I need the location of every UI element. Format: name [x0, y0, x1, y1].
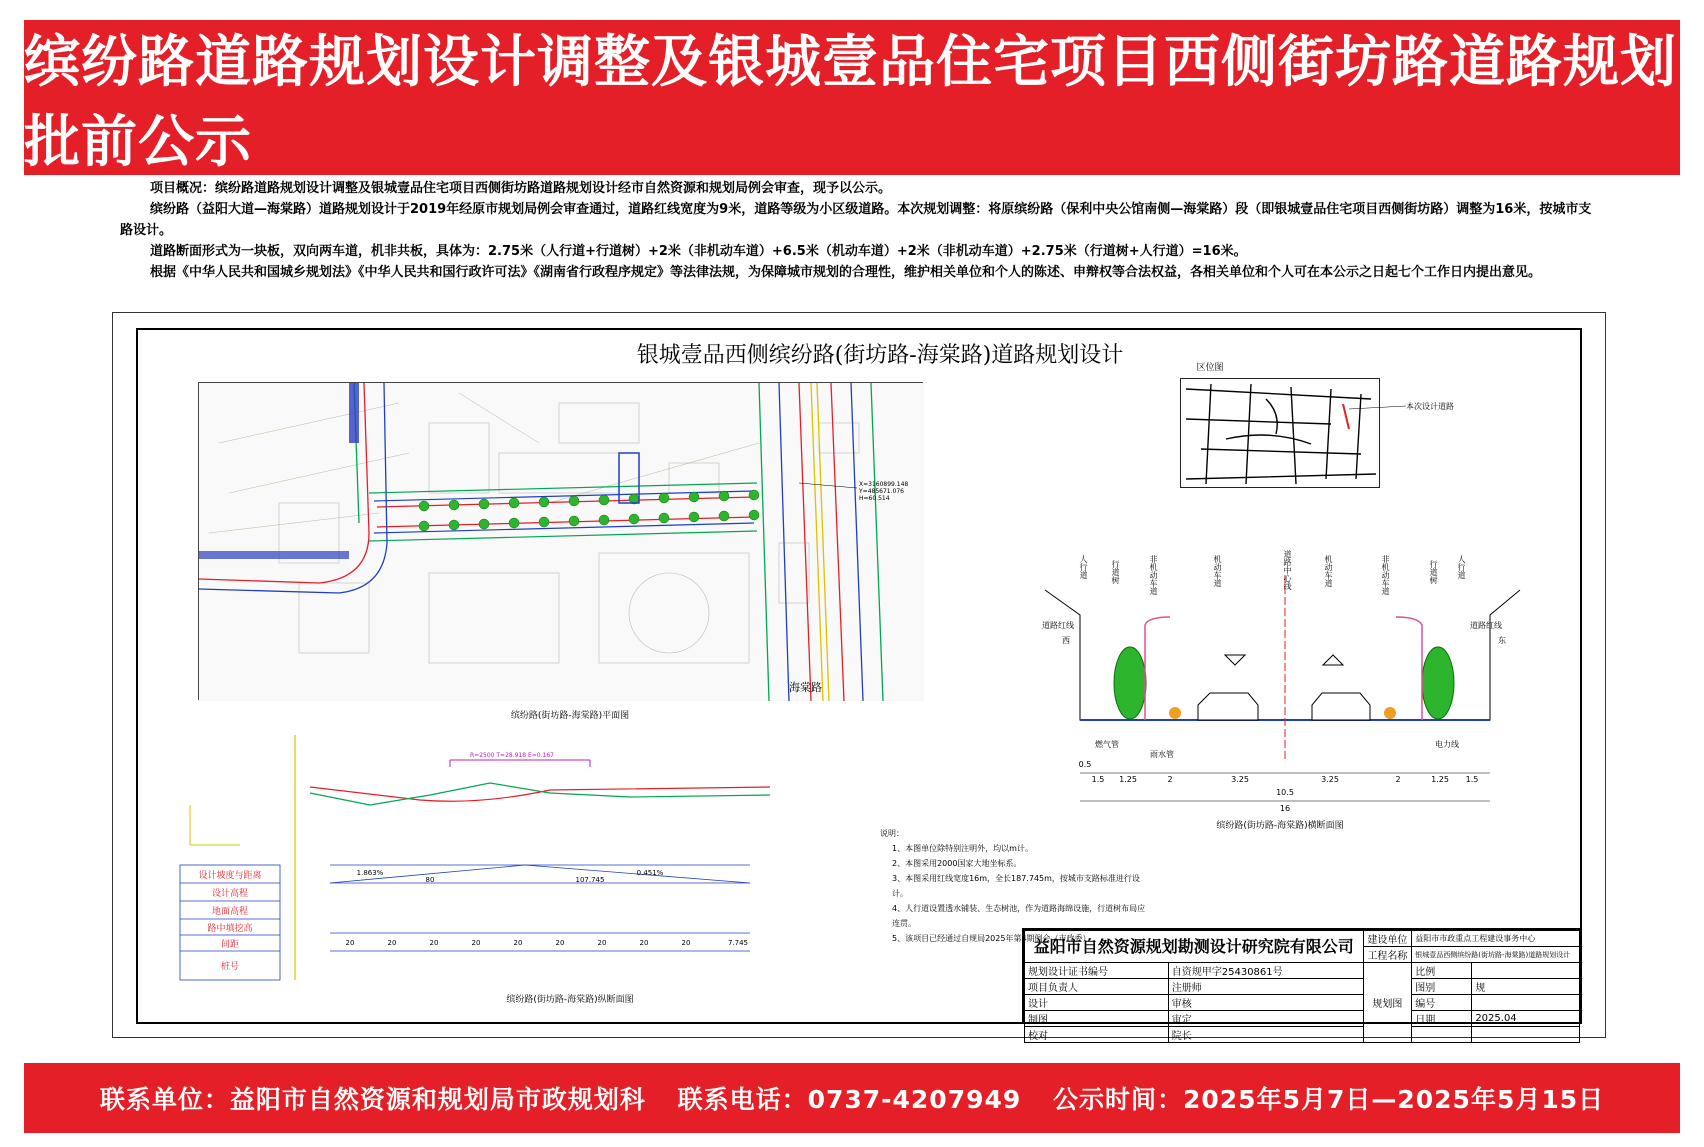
date-label: 日期 [1412, 1011, 1472, 1027]
west-label: 西 [1062, 636, 1070, 645]
project-label: 工程名称 [1363, 947, 1412, 963]
contact-phone: 联系电话：0737-4207949 [677, 1085, 1022, 1114]
publicity-period: 公示时间：2025年5月7日—2025年5月15日 [1053, 1085, 1605, 1114]
dim-label: 1.25 [1119, 775, 1137, 784]
intro-paragraph: 根据《中华人民共和国城乡规划法》《中华人民共和国行政许可法》《湖南省行政程序规定》等法律法规，为保障城市规划的合理性，维护相关单位和个人的陈述、申辩权等合法权益，各相关单位和个人可在本公示之日起七个工作日内提出意见。 [150, 265, 1542, 280]
project-name: 银城壹品西侧缤纷路(街坊路-海棠路)道路规划设计 [1412, 947, 1580, 963]
cert-number: 自资规甲字25430861号 [1168, 963, 1363, 979]
spacing-value: 20 [639, 939, 649, 947]
spacing-value: 20 [597, 939, 607, 947]
location-map [1180, 378, 1454, 488]
profile-row-label: 地面高程 [211, 907, 249, 917]
role-label: 校对 [1025, 1027, 1169, 1043]
role-label: 院长 [1168, 1027, 1363, 1043]
role-label: 注册师 [1168, 979, 1363, 995]
dim-total: 16 [1279, 804, 1291, 813]
role-label: 项目负责人 [1025, 979, 1169, 995]
top-banner [24, 20, 1680, 175]
dim-label: 3.25 [1231, 775, 1249, 784]
drawing-title: 银城壹品西侧缤纷路(街坊路-海棠路)道路规划设计 [636, 343, 1124, 368]
profile-row-label: 桩号 [220, 962, 240, 972]
pipe-label: 燃气管 [1095, 740, 1119, 749]
profile-row-label: 路中填挖高 [207, 924, 253, 934]
company-name: 益阳市自然资源规划勘测设计研究院有限公司 [1025, 931, 1364, 963]
date-value: 2025.04 [1472, 1011, 1580, 1027]
plan-view [198, 382, 923, 700]
car-icon [1198, 693, 1370, 720]
lane-label: 非机动车道 [1149, 555, 1158, 595]
lane-label: 非机动车道 [1381, 555, 1390, 595]
scale-value [1472, 963, 1580, 979]
intro-text [120, 178, 1600, 283]
curve-label: R=2500 T=28.918 E=0.167 [470, 752, 554, 759]
notes-title: 说明： [880, 829, 904, 838]
profile-row-label: 设计坡度与距离 [198, 871, 262, 881]
note-item: 2、本图采用2000国家大地坐标系。 [892, 859, 1022, 868]
dim-label: 0.5 [1078, 760, 1092, 769]
title-block [1022, 928, 1580, 1042]
category-label: 图别 [1412, 979, 1472, 995]
note-item: 3、本图采用红线宽度16m，全长187.745m，按城市支路标准进行设计。 [892, 874, 1140, 898]
red-line-label-left: 道路红线 [1042, 621, 1074, 630]
plan-caption: 缤纷路(街坊路-海棠路)平面图 [510, 711, 630, 721]
pipe-label: 电力线 [1435, 740, 1459, 749]
length-left: 80 [425, 876, 435, 884]
spacing-value: 20 [471, 939, 481, 947]
role-label: 审定 [1168, 1011, 1363, 1027]
dim-label: 3.25 [1321, 775, 1339, 784]
lane-label: 行道树 [1429, 560, 1438, 584]
note-item: 1、本图单位除特别注明外，均以m计。 [892, 844, 1033, 853]
dim-label: 1.5 [1465, 775, 1479, 784]
lane-label: 道路中心线 [1283, 550, 1292, 590]
role-label: 制图 [1025, 1011, 1169, 1027]
lane-label: 行道树 [1111, 560, 1120, 584]
role-label: 设计 [1025, 995, 1169, 1011]
build-unit-label: 建设单位 [1363, 931, 1412, 947]
intro-paragraph: 项目概况：缤纷路道路规划设计调整及银城壹品住宅项目西侧街坊路道路规划设计经市自然资源和规划局例会审查，现予以公示。 [150, 181, 892, 196]
profile-caption: 缤纷路(街坊路-海棠路)纵断面图 [506, 995, 634, 1005]
red-line-label-right: 道路红线 [1470, 621, 1502, 630]
dim-label: 2 [1167, 775, 1173, 784]
blank-cell [1412, 1027, 1472, 1043]
intro-paragraph: 道路断面形式为一块板，双向两车道，机非共板，具体为：2.75米（人行道+行道树）+2米（非机动车道）+6.5米（机动车道）+2米（非机动车道）+2.75米（行道树+人行道）=16米。 [150, 244, 1247, 259]
coord-label: X=3160899.148 [859, 481, 909, 488]
spacing-value: 7.745 [727, 939, 749, 947]
cert-label: 规划设计证书编号 [1025, 963, 1169, 979]
note-item: 5、该项目已经通过自规局2025年第4期例会（市政委） [892, 934, 1091, 943]
scale-label: 比例 [1412, 963, 1472, 979]
drawing-type: 规划图 [1363, 963, 1412, 1043]
page-title: 缤纷路道路规划设计调整及银城壹品住宅项目西侧街坊路道路规划批前公示 [24, 29, 1677, 175]
number-value [1472, 995, 1580, 1011]
arrow-icon [1225, 655, 1343, 665]
lane-label: 人行道 [1079, 555, 1088, 579]
section-caption: 缤纷路(街坊路-海棠路)横断面图 [1216, 821, 1344, 831]
lane-label: 人行道 [1457, 555, 1466, 579]
spacing-value: 20 [555, 939, 565, 947]
category-value: 规 [1472, 979, 1580, 995]
blank-cell [1472, 1027, 1580, 1043]
build-unit: 益阳市市政重点工程建设事务中心 [1412, 931, 1580, 947]
location-title: 区位图 [1196, 363, 1224, 373]
grade-left: 1.863% [356, 869, 384, 877]
dim-label: 1.25 [1431, 775, 1449, 784]
spacing-value: 20 [513, 939, 523, 947]
profile-row-label: 间距 [220, 940, 240, 950]
lane-label: 机动车道 [1213, 555, 1222, 587]
coord-label: H=60.514 [859, 495, 890, 502]
road-label-haitang: 海棠路 [789, 681, 822, 694]
plan-drawing [199, 383, 924, 701]
note-item: 4、人行道设置透水铺装、生态树池，作为道路海绵设施，行道树布局应连贯。 [892, 904, 1146, 928]
dim-label: 1.5 [1091, 775, 1105, 784]
spacing-value: 20 [387, 939, 397, 947]
dim-label: 2 [1395, 775, 1401, 784]
grade-right: 0.451% [636, 869, 664, 877]
dim-total-mid: 10.5 [1276, 788, 1294, 797]
pipe-label: 雨水管 [1150, 750, 1174, 759]
lane-label: 机动车道 [1324, 555, 1333, 587]
spacing-value: 20 [681, 939, 691, 947]
intro-paragraph: 缤纷路（益阳大道—海棠路）道路规划设计于2019年经原市规划局例会审查通过，道路红线宽度为9米，道路等级为小区级道路。本次规划调整：将原缤纷路（保利中央公馆南侧—海棠路）段（即银城壹品住宅项目西侧街坊路）调整为16米，按城市支路设计。 [120, 202, 1592, 238]
east-label: 东 [1498, 636, 1506, 645]
length-right: 107.745 [575, 876, 605, 884]
profile-drawing [170, 735, 810, 985]
bottom-banner [24, 1063, 1680, 1133]
role-label: 审核 [1168, 995, 1363, 1011]
spacing-value: 20 [345, 939, 355, 947]
contact-unit: 联系单位：益阳市自然资源和规划局市政规划科 [99, 1085, 646, 1114]
tree-icon [1114, 647, 1454, 719]
location-map-drawing [1181, 379, 1454, 489]
coord-label: Y=485671.076 [859, 488, 904, 495]
spacing-value: 20 [429, 939, 439, 947]
profile-row-label: 设计高程 [211, 889, 249, 899]
location-label: 本次设计道路 [1406, 402, 1454, 411]
number-label: 编号 [1412, 995, 1472, 1011]
section-drawing [1040, 565, 1530, 815]
